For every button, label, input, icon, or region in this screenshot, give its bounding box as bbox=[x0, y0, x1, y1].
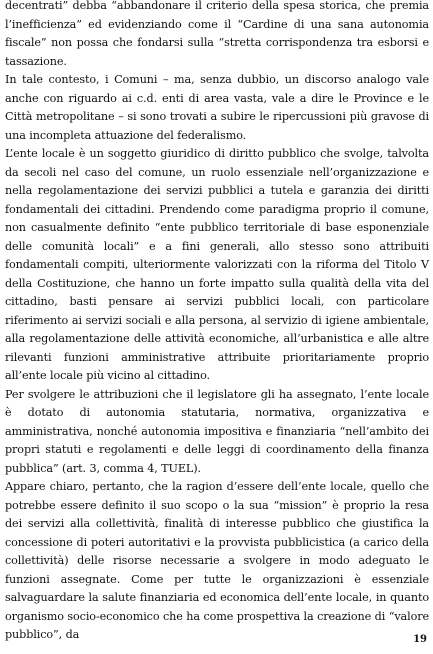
document-page bbox=[5, 0, 429, 645]
paragraph-mission: Appare chiaro, pertanto, che la ragion d’essere dell’ente locale, quello che potrebbe essere definito il suo scopo o la sua “mission” è proprio la resa dei servizi alla collettività, finalità di interesse pubblico che giustifica la concessione di poteri autoritativi e la provvista pubblicistica (a carico della collettività) delle risorse necessarie a svolgere in modo adeguato le funzioni assegnate. Come per tutte le organizzazioni è essenziale salvaguardare la salute finanziaria ed economica dell’ente locale, in quanto organismo socio-economico che ha come prospettiva la creazione di “valore pubblico”, da bbox=[5, 480, 429, 641]
page-number: 19 bbox=[413, 634, 427, 645]
paragraph-comuni-context: In tale contesto, i Comuni – ma, senza dubbio, un discorso analogo vale anche con riguardo ai c.d. enti di area vasta, vale a dire le Province e le Città metropolitane – si sono trovati a subire le ripercussioni più gravose di una incompleta attuazione del federalismo. bbox=[5, 73, 429, 142]
paragraph-ente-locale-definition: L’ente locale è un soggetto giuridico di diritto pubblico che svolge, talvolta da secoli nel caso del comune, un ruolo essenziale nell’organizzazione e nella regolamentazione dei servizi pubblici a tutela e garanzia dei diritti fondamentali dei cittadini. Prendendo come paradigma proprio il comune, non casualmente definito “ente pubblico territoriale di base esponenziale delle comunità locali” e a fini generali, allo stesso sono attribuiti fondamentali compiti, ulteriormente valorizzati con la riforma del Titolo V della Costituzione, che hanno un forte impatto sulla qualità della vita del cittadino, basti pensare ai servizi pubblici locali, con particolare riferimento ai servizi sociali e alla persona, al servizio di igiene ambientale, alla regolamentazione delle attività economiche, all’urbanistica e alle altre rilevanti funzioni amministrative attribuite prioritariamente proprio all’ente locale più vicino al cittadino. bbox=[5, 147, 429, 382]
paragraph-autonomia: Per svolgere le attribuzioni che il legislatore gli ha assegnato, l’ente locale è dotato di autonomia statutaria, normativa, organizzativa e amministrativa, nonché autonomia impositiva e finanziaria “nell’ambito dei propri statuti e regolamenti e delle leggi di coordinamento della finanza pubblica” (art. 3, comma 4, TUEL). bbox=[5, 387, 429, 475]
paragraph-continuation: decentrati” debba “abbandonare il criterio della spesa storica, che premia l’inefficienza” ed evidenziando come il “Cardine di una sana autonomia fiscale” non possa che fondarsi sulla “stretta corrispondenza tra esborsi e tassazione. bbox=[5, 0, 429, 68]
